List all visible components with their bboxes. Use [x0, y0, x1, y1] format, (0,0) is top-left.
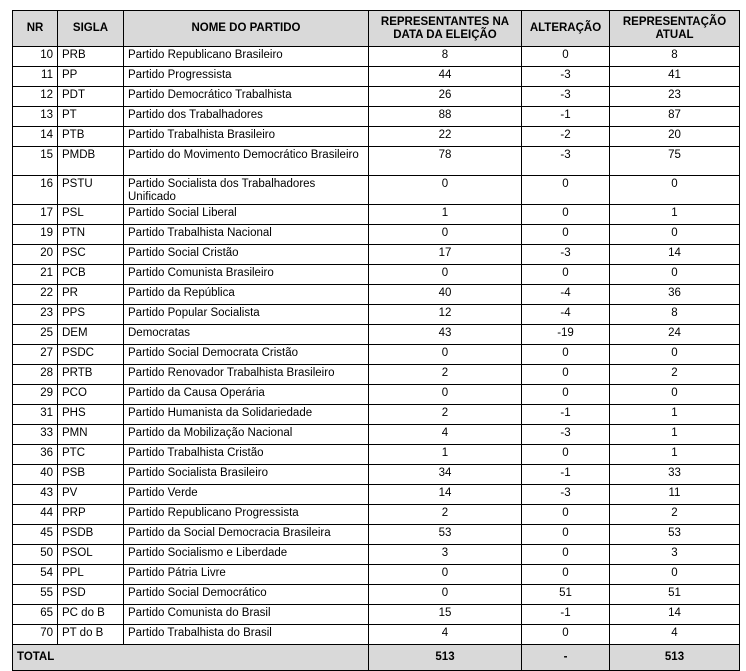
cell-sigla: PSDB	[58, 525, 124, 545]
cell-alteracao: -4	[522, 285, 610, 305]
cell-nr: 15	[13, 147, 58, 176]
cell-representantes: 0	[369, 565, 522, 585]
table-row	[13, 305, 740, 325]
cell-representantes: 3	[369, 545, 522, 565]
cell-sigla: PTN	[58, 225, 124, 245]
header-nr: NR	[13, 11, 58, 47]
table-row	[13, 345, 740, 365]
cell-alteracao: -19	[522, 325, 610, 345]
cell-sigla: PT do B	[58, 625, 124, 645]
cell-sigla: PT	[58, 107, 124, 127]
cell-nome: Partido do Movimento Democrático Brasileiro	[124, 147, 369, 176]
cell-representantes: 22	[369, 127, 522, 147]
cell-nome: Partido Socialista Brasileiro	[124, 465, 369, 485]
table-row	[13, 445, 740, 465]
cell-alteracao: -3	[522, 485, 610, 505]
header-alteracao: ALTERAÇÃO	[522, 11, 610, 47]
cell-alteracao: 0	[522, 525, 610, 545]
cell-alteracao: 0	[522, 545, 610, 565]
total-label: TOTAL	[13, 645, 369, 671]
cell-nr: 21	[13, 265, 58, 285]
cell-atual: 24	[610, 325, 740, 345]
cell-sigla: PCB	[58, 265, 124, 285]
cell-nome: Partido dos Trabalhadores	[124, 107, 369, 127]
table-row	[13, 245, 740, 265]
table-row	[13, 625, 740, 645]
cell-nome: Partido Comunista do Brasil	[124, 605, 369, 625]
cell-nome: Partido Social Democrático	[124, 585, 369, 605]
cell-representantes: 26	[369, 87, 522, 107]
cell-nr: 55	[13, 585, 58, 605]
cell-alteracao: 51	[522, 585, 610, 605]
cell-nr: 65	[13, 605, 58, 625]
cell-atual: 20	[610, 127, 740, 147]
cell-atual: 4	[610, 625, 740, 645]
cell-sigla: PSL	[58, 205, 124, 225]
cell-alteracao: 0	[522, 505, 610, 525]
cell-representantes: 4	[369, 425, 522, 445]
cell-alteracao: 0	[522, 445, 610, 465]
cell-atual: 8	[610, 47, 740, 67]
cell-representantes: 43	[369, 325, 522, 345]
cell-nr: 50	[13, 545, 58, 565]
cell-nr: 45	[13, 525, 58, 545]
cell-representantes: 0	[369, 265, 522, 285]
cell-nr: 14	[13, 127, 58, 147]
cell-alteracao: 0	[522, 625, 610, 645]
cell-representantes: 34	[369, 465, 522, 485]
cell-alteracao: -4	[522, 305, 610, 325]
cell-representantes: 0	[369, 585, 522, 605]
cell-atual: 36	[610, 285, 740, 305]
cell-nome: Partido da Mobilização Nacional	[124, 425, 369, 445]
cell-atual: 14	[610, 245, 740, 265]
cell-sigla: PSD	[58, 585, 124, 605]
cell-nome: Partido Verde	[124, 485, 369, 505]
cell-nome: Partido Popular Socialista	[124, 305, 369, 325]
cell-alteracao: 0	[522, 565, 610, 585]
cell-representantes: 1	[369, 205, 522, 225]
cell-atual: 75	[610, 147, 740, 176]
cell-atual: 1	[610, 445, 740, 465]
cell-alteracao: -1	[522, 107, 610, 127]
cell-sigla: PSC	[58, 245, 124, 265]
table-row	[13, 147, 740, 176]
cell-atual: 14	[610, 605, 740, 625]
cell-alteracao: -3	[522, 147, 610, 176]
cell-sigla: PRB	[58, 47, 124, 67]
table-row	[13, 425, 740, 445]
table-row	[13, 505, 740, 525]
cell-sigla: PRP	[58, 505, 124, 525]
cell-alteracao: -1	[522, 605, 610, 625]
cell-sigla: PSOL	[58, 545, 124, 565]
table-row	[13, 176, 740, 205]
cell-atual: 41	[610, 67, 740, 87]
cell-nr: 33	[13, 425, 58, 445]
cell-alteracao: -2	[522, 127, 610, 147]
total-row	[13, 645, 740, 671]
cell-nr: 27	[13, 345, 58, 365]
cell-sigla: PV	[58, 485, 124, 505]
cell-representantes: 8	[369, 47, 522, 67]
cell-alteracao: -3	[522, 67, 610, 87]
cell-nr: 31	[13, 405, 58, 425]
cell-nome: Partido Republicano Progressista	[124, 505, 369, 525]
cell-alteracao: 0	[522, 265, 610, 285]
cell-sigla: PMN	[58, 425, 124, 445]
cell-nome: Partido Democrático Trabalhista	[124, 87, 369, 107]
cell-alteracao: 0	[522, 225, 610, 245]
table-row	[13, 565, 740, 585]
table-row	[13, 87, 740, 107]
cell-representantes: 12	[369, 305, 522, 325]
cell-nome: Democratas	[124, 325, 369, 345]
total-atual: 513	[610, 645, 740, 671]
cell-alteracao: 0	[522, 47, 610, 67]
cell-alteracao: 0	[522, 365, 610, 385]
cell-alteracao: 0	[522, 385, 610, 405]
cell-nome: Partido Socialismo e Liberdade	[124, 545, 369, 565]
cell-sigla: PMDB	[58, 147, 124, 176]
cell-atual: 0	[610, 345, 740, 365]
table-row	[13, 405, 740, 425]
party-representation-table	[12, 10, 740, 671]
cell-atual: 3	[610, 545, 740, 565]
cell-sigla: PSDC	[58, 345, 124, 365]
cell-atual: 33	[610, 465, 740, 485]
cell-atual: 2	[610, 505, 740, 525]
cell-representantes: 88	[369, 107, 522, 127]
cell-atual: 0	[610, 265, 740, 285]
cell-nome: Partido Pátria Livre	[124, 565, 369, 585]
cell-sigla: PCO	[58, 385, 124, 405]
cell-representantes: 78	[369, 147, 522, 176]
cell-alteracao: -1	[522, 465, 610, 485]
cell-nome: Partido da Social Democracia Brasileira	[124, 525, 369, 545]
cell-representantes: 0	[369, 345, 522, 365]
cell-sigla: PTB	[58, 127, 124, 147]
cell-nr: 44	[13, 505, 58, 525]
table-body	[13, 47, 740, 645]
cell-representantes: 44	[369, 67, 522, 87]
cell-nr: 16	[13, 176, 58, 205]
cell-nome: Partido Renovador Trabalhista Brasileiro	[124, 365, 369, 385]
cell-sigla: PTC	[58, 445, 124, 465]
cell-representantes: 2	[369, 505, 522, 525]
cell-sigla: PP	[58, 67, 124, 87]
cell-nr: 29	[13, 385, 58, 405]
cell-nome: Partido Social Cristão	[124, 245, 369, 265]
cell-alteracao: -3	[522, 425, 610, 445]
table-row	[13, 127, 740, 147]
cell-nome: Partido Trabalhista do Brasil	[124, 625, 369, 645]
table-row	[13, 285, 740, 305]
cell-representantes: 14	[369, 485, 522, 505]
table-row	[13, 325, 740, 345]
cell-nome: Partido Socialista dos Trabalhadores Unificado	[124, 176, 369, 205]
cell-representantes: 2	[369, 365, 522, 385]
table-row	[13, 67, 740, 87]
cell-representantes: 15	[369, 605, 522, 625]
cell-nome: Partido Trabalhista Brasileiro	[124, 127, 369, 147]
cell-nr: 22	[13, 285, 58, 305]
cell-nr: 10	[13, 47, 58, 67]
cell-atual: 23	[610, 87, 740, 107]
table-row	[13, 225, 740, 245]
cell-atual: 0	[610, 385, 740, 405]
cell-atual: 8	[610, 305, 740, 325]
cell-nome: Partido Social Liberal	[124, 205, 369, 225]
header-row	[13, 11, 740, 47]
cell-atual: 0	[610, 565, 740, 585]
cell-sigla: PPL	[58, 565, 124, 585]
table-row	[13, 585, 740, 605]
cell-sigla: PRTB	[58, 365, 124, 385]
cell-nr: 40	[13, 465, 58, 485]
cell-atual: 1	[610, 425, 740, 445]
header-nome: NOME DO PARTIDO	[124, 11, 369, 47]
cell-nr: 36	[13, 445, 58, 465]
cell-nr: 13	[13, 107, 58, 127]
cell-nome: Partido Trabalhista Cristão	[124, 445, 369, 465]
table-row	[13, 465, 740, 485]
cell-alteracao: -1	[522, 405, 610, 425]
cell-representantes: 1	[369, 445, 522, 465]
table-row	[13, 545, 740, 565]
cell-atual: 51	[610, 585, 740, 605]
header-sigla: SIGLA	[58, 11, 124, 47]
cell-alteracao: 0	[522, 345, 610, 365]
cell-nr: 20	[13, 245, 58, 265]
cell-nr: 17	[13, 205, 58, 225]
cell-sigla: PC do B	[58, 605, 124, 625]
cell-representantes: 0	[369, 225, 522, 245]
cell-atual: 0	[610, 176, 740, 205]
cell-sigla: PSTU	[58, 176, 124, 205]
cell-representantes: 17	[369, 245, 522, 265]
cell-nr: 28	[13, 365, 58, 385]
total-alteracao: -	[522, 645, 610, 671]
cell-sigla: PPS	[58, 305, 124, 325]
cell-sigla: DEM	[58, 325, 124, 345]
cell-sigla: PSB	[58, 465, 124, 485]
cell-nome: Partido da República	[124, 285, 369, 305]
cell-nr: 23	[13, 305, 58, 325]
table-row	[13, 265, 740, 285]
cell-atual: 1	[610, 405, 740, 425]
cell-nr: 12	[13, 87, 58, 107]
cell-nome: Partido Progressista	[124, 67, 369, 87]
total-representantes: 513	[369, 645, 522, 671]
cell-alteracao: -3	[522, 245, 610, 265]
cell-nr: 19	[13, 225, 58, 245]
cell-nome: Partido da Causa Operária	[124, 385, 369, 405]
cell-representantes: 2	[369, 405, 522, 425]
table-row	[13, 385, 740, 405]
cell-nome: Partido Comunista Brasileiro	[124, 265, 369, 285]
cell-nome: Partido Republicano Brasileiro	[124, 47, 369, 67]
table-row	[13, 365, 740, 385]
cell-atual: 0	[610, 225, 740, 245]
cell-representantes: 0	[369, 385, 522, 405]
cell-nr: 70	[13, 625, 58, 645]
table-row	[13, 485, 740, 505]
cell-sigla: PHS	[58, 405, 124, 425]
cell-alteracao: -3	[522, 87, 610, 107]
table-row	[13, 47, 740, 67]
header-representantes: REPRESENTANTES NA DATA DA ELEIÇÃO	[369, 11, 522, 47]
cell-representantes: 0	[369, 176, 522, 205]
cell-atual: 87	[610, 107, 740, 127]
cell-alteracao: 0	[522, 176, 610, 205]
cell-atual: 2	[610, 365, 740, 385]
table-row	[13, 205, 740, 225]
cell-atual: 53	[610, 525, 740, 545]
cell-nr: 43	[13, 485, 58, 505]
cell-representantes: 40	[369, 285, 522, 305]
cell-atual: 1	[610, 205, 740, 225]
cell-nr: 54	[13, 565, 58, 585]
cell-nr: 11	[13, 67, 58, 87]
cell-sigla: PR	[58, 285, 124, 305]
table-row	[13, 605, 740, 625]
cell-representantes: 4	[369, 625, 522, 645]
cell-representantes: 53	[369, 525, 522, 545]
header-atual: REPRESENTAÇÃO ATUAL	[610, 11, 740, 47]
cell-sigla: PDT	[58, 87, 124, 107]
cell-nr: 25	[13, 325, 58, 345]
cell-nome: Partido Social Democrata Cristão	[124, 345, 369, 365]
cell-nome: Partido Trabalhista Nacional	[124, 225, 369, 245]
cell-nome: Partido Humanista da Solidariedade	[124, 405, 369, 425]
table-row	[13, 107, 740, 127]
cell-atual: 11	[610, 485, 740, 505]
cell-alteracao: 0	[522, 205, 610, 225]
table-row	[13, 525, 740, 545]
